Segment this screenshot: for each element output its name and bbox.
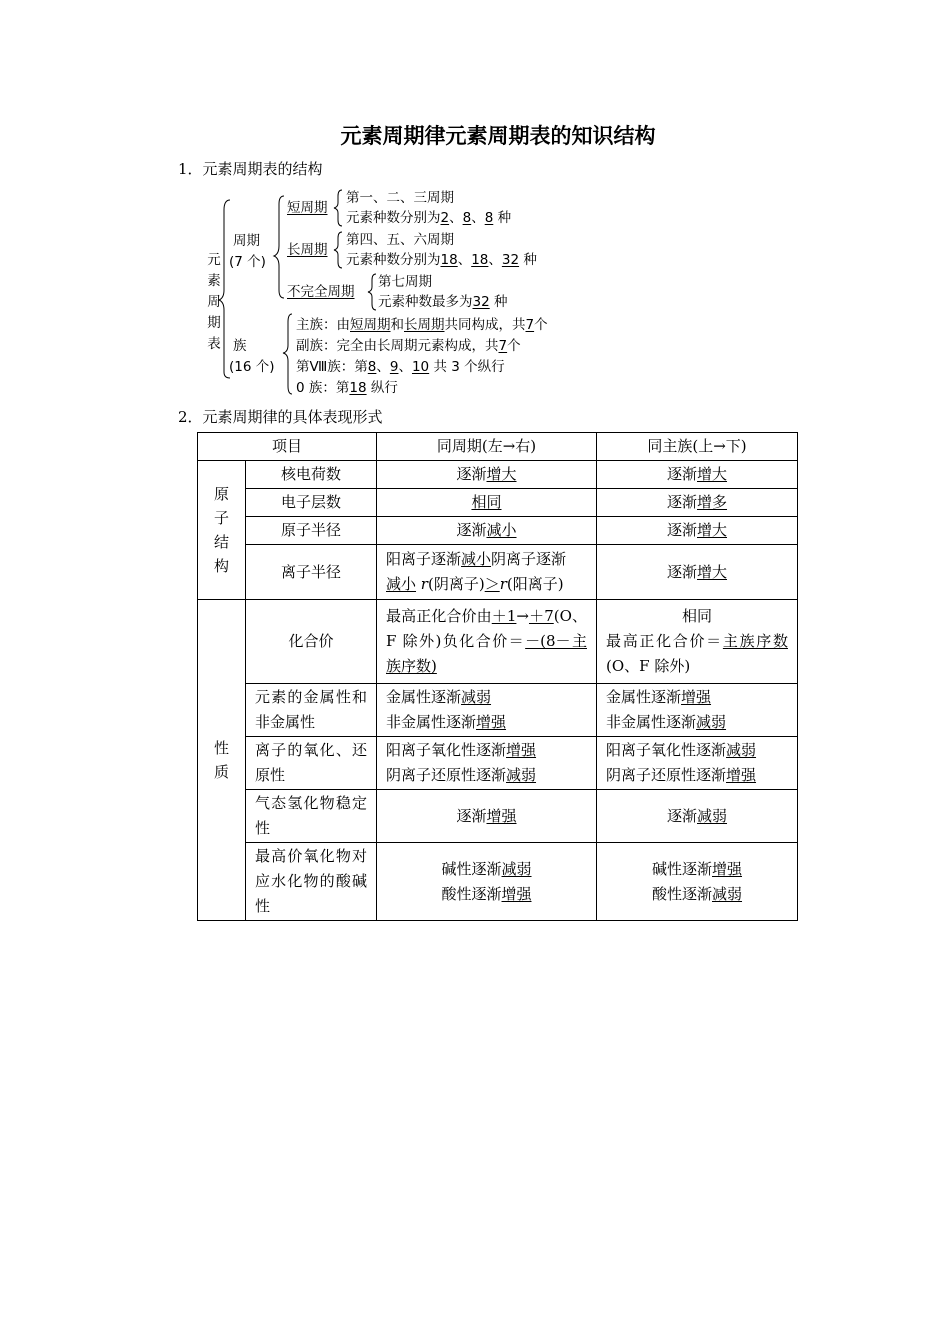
page-title: 元素周期律元素周期表的知识结构: [340, 124, 656, 148]
table-row: [198, 737, 798, 790]
row-name: 离子半径: [246, 545, 377, 600]
tree-period-count: (7 个): [229, 254, 266, 270]
tree-group-viii: 第Ⅷ族：第8、9、10 共 3 个纵行: [296, 359, 505, 375]
period-cell: 碱性逐渐减弱 酸性逐渐增强: [377, 843, 597, 921]
table-row: [198, 684, 798, 737]
header-same-period: 同周期(左→右): [377, 433, 597, 461]
section-heading-structure: 1．元素周期表的结构: [178, 160, 323, 178]
header-item: 项目: [198, 433, 377, 461]
period-cell: 金属性逐渐减弱 非金属性逐渐增强: [377, 684, 597, 737]
tree-family-count: (16 个): [229, 359, 275, 375]
row-name: 化合价: [246, 600, 377, 684]
group-cell: 金属性逐渐增强 非金属性逐渐减弱: [597, 684, 798, 737]
group-cell: 逐渐增大: [597, 517, 798, 545]
tree-incomplete-period: 不完全周期: [287, 284, 355, 300]
tree-family-label: 族: [233, 338, 247, 354]
group-cell: 逐渐增多: [597, 489, 798, 517]
tree-incomplete-line2: 元素种数最多为32 种: [378, 294, 508, 310]
row-name: 电子层数: [246, 489, 377, 517]
row-name: 原子半径: [246, 517, 377, 545]
period-cell: 阳离子逐渐减小阴离子逐渐 减小 r(阴离子)＞r(阳离子): [377, 545, 597, 600]
row-name: 离子的氧化、还原性: [246, 737, 377, 790]
group-label-atomic-structure: 原 子 结 构: [198, 461, 246, 600]
period-cell: 逐渐增大: [377, 461, 597, 489]
period-cell: 最高正化合价由＋1→＋7(O、F 除外)负化合价＝－(8－主族序数): [377, 600, 597, 684]
section-heading-periodic-law: 2．元素周期律的具体表现形式: [178, 408, 383, 426]
table-header-row: [198, 433, 798, 461]
group-cell: 相同 最高正化合价＝主族序数(O、F 除外): [597, 600, 798, 684]
period-cell: 阳离子氧化性逐渐增强 阴离子还原性逐渐减弱: [377, 737, 597, 790]
tree-long-period: 长周期: [287, 242, 328, 258]
group-cell: 逐渐增大: [597, 461, 798, 489]
table-row: [198, 517, 798, 545]
tree-group-zero: 0 族：第18 纵行: [296, 380, 398, 396]
table-row: [198, 790, 798, 843]
tree-long-line1: 第四、五、六周期: [346, 232, 454, 248]
table-row: [198, 461, 798, 489]
tree-short-period: 短周期: [287, 200, 328, 216]
tree-main-group: 主族：由短周期和长周期共同构成，共7个: [296, 317, 548, 333]
group-cell: 阳离子氧化性逐渐减弱 阴离子还原性逐渐增强: [597, 737, 798, 790]
tree-root-label: 元 素 周 期 表: [207, 252, 221, 352]
group-cell: 碱性逐渐增强 酸性逐渐减弱: [597, 843, 798, 921]
row-name: 最高价氧化物对应水化物的酸碱性: [246, 843, 377, 921]
tree-period-label: 周期: [233, 233, 260, 249]
tree-short-line2: 元素种数分别为2、8、8 种: [346, 210, 512, 226]
group-cell: 逐渐减弱: [597, 790, 798, 843]
tree-incomplete-line1: 第七周期: [378, 274, 432, 290]
tree-long-line2: 元素种数分别为18、18、32 种: [346, 252, 537, 268]
group-cell: 逐渐增大: [597, 545, 798, 600]
table-row: [198, 843, 798, 921]
table-row: [198, 489, 798, 517]
tree-short-line1: 第一、二、三周期: [346, 190, 454, 206]
header-same-group: 同主族(上→下): [597, 433, 798, 461]
row-name: 元素的金属性和非金属性: [246, 684, 377, 737]
tree-sub-group: 副族：完全由长周期元素构成，共7个: [296, 338, 521, 354]
row-name: 核电荷数: [246, 461, 377, 489]
table-row: [198, 600, 798, 684]
row-name: 气态氢化物稳定性: [246, 790, 377, 843]
table-row: [198, 545, 798, 600]
period-cell: 逐渐减小: [377, 517, 597, 545]
group-label-properties: 性 质: [198, 600, 246, 921]
periodic-law-table: [197, 432, 798, 921]
period-cell: 相同: [377, 489, 597, 517]
period-cell: 逐渐增强: [377, 790, 597, 843]
